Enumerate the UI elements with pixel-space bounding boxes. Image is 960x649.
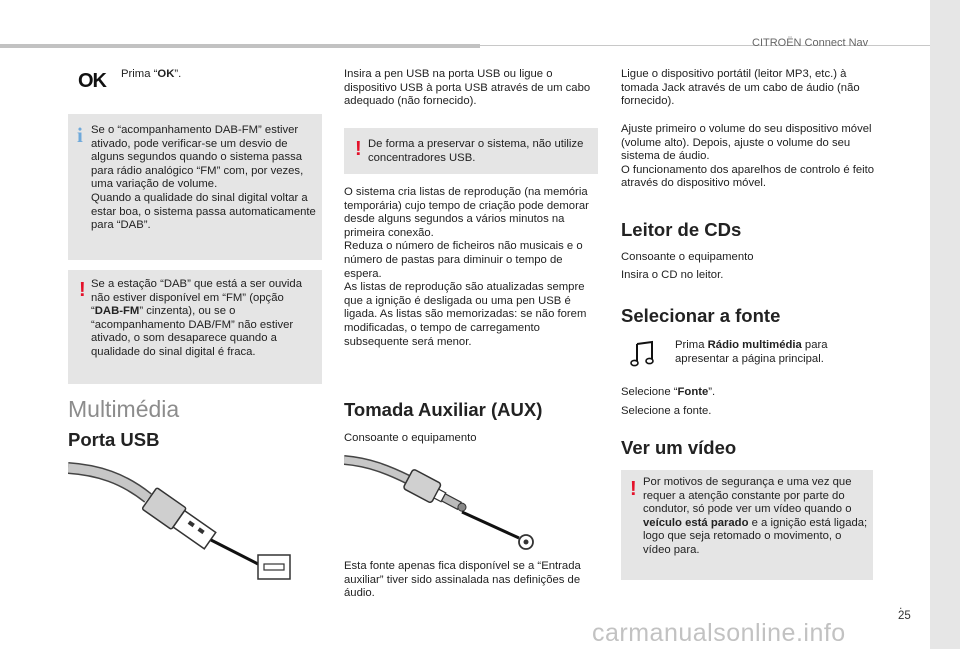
usb-plug-illustration <box>68 460 308 590</box>
warning-icon: ! <box>355 138 362 160</box>
usb-body-text: O sistema cria listas de reprodução (na memória temporária) cujo tempo de criação pode demorar desde alguns segundos a vários minutos na primeira conexão. Reduza o número de ficheiros não musicais e o número de pastas para diminuir o tempo de espera. As listas de reprodução são atualizadas sempre que a ignição é desligada ou uma pen USB é ligada. As listas são memorizadas: se não forem modificadas, o tempo de carregamento subsequente será menor. <box>344 186 589 348</box>
aux-equipment-note: Consoante o equipamento <box>344 432 477 444</box>
info-box <box>68 114 322 260</box>
warning-box-usb-text: De forma a preservar o sistema, não utilize concentradores USB. <box>368 138 584 164</box>
subsection-title-video: Ver um vídeo <box>621 437 737 458</box>
section-title-multimedia: Multimédia <box>68 396 180 422</box>
warning-box-dab-text: Se a estação “DAB” que está a ser ouvida não estiver disponível em “FM” (opção “DAB-FM” cinzenta), ou se o “acompanhamento DAB/FM” não estiver ativado, o som desaparece quando a qualidade do sinal digital é fraca. <box>91 278 302 358</box>
select-source-text: Selecione a fonte. <box>621 405 712 417</box>
cd-equipment-note: Consoante o equipamento <box>621 251 754 263</box>
music-note-icon <box>630 340 656 368</box>
warning-box-usb <box>344 128 598 174</box>
warning-box-video <box>621 470 873 580</box>
page-dot: . <box>899 598 903 612</box>
ok-instruction: Prima “OK”. <box>121 68 182 80</box>
page-number: 25 <box>898 610 911 622</box>
subsection-title-aux: Tomada Auxiliar (AUX) <box>344 399 543 420</box>
jack-plug-illustration <box>344 452 544 552</box>
page-side-tab <box>930 0 960 649</box>
aux-volume-text: Ajuste primeiro o volume do seu dispositivo móvel (volume alto). Depois, ajuste o volume do seu sistema de áudio. O funcionamento dos aparelhos de controlo é feito através do dispositivo móvel. <box>621 123 875 190</box>
info-box-text: Se o “acompanhamento DAB-FM” estiver ativado, pode verificar-se um desvio de alguns segundos quando o sistema passa para rádio analógico “FM” com, por vezes, uma variação de volume. Quando a qualidade do sinal digital voltar a estar boa, o sistema passa automaticamente para “DAB”. <box>91 124 316 232</box>
usb-intro-text: Insira a pen USB na porta USB ou ligue o dispositivo USB à porta USB através de um cabo adequado (não fornecido). <box>344 68 591 108</box>
select-source-menu-text: Selecione “Fonte”. <box>621 386 716 398</box>
warning-box-dab <box>68 270 322 384</box>
ok-icon: OK <box>78 70 106 92</box>
cd-insert-text: Insira o CD no leitor. <box>621 269 724 281</box>
aux-connect-text: Ligue o dispositivo portátil (leitor MP3, etc.) à tomada Jack através de um cabo de áudio (não fornecido). <box>621 68 860 108</box>
warning-icon: ! <box>79 279 86 301</box>
subsection-title-source: Selecionar a fonte <box>621 305 781 326</box>
warning-box-video-text: Por motivos de segurança e uma vez que requer a atenção constante por parte do condutor, só pode ver um vídeo quando o veículo está parado e a ignição está ligada; logo que seja retomado o movimento, o vídeo para. <box>643 476 868 556</box>
warning-icon: ! <box>630 478 637 500</box>
header-bar <box>0 44 480 48</box>
info-icon: i <box>77 123 83 147</box>
watermark: carmanualsonline.info <box>592 619 846 647</box>
aux-availability-note: Esta fonte apenas fica disponível se a “Entrada auxiliar” tiver sido assinalada nas definições de áudio. <box>344 560 581 600</box>
subsection-title-usb: Porta USB <box>68 429 160 450</box>
source-press-text: Prima Rádio multimédia para apresentar a página principal. <box>675 339 828 365</box>
subsection-title-cd: Leitor de CDs <box>621 219 742 240</box>
header-brand: CITROËN Connect Nav <box>752 37 869 49</box>
